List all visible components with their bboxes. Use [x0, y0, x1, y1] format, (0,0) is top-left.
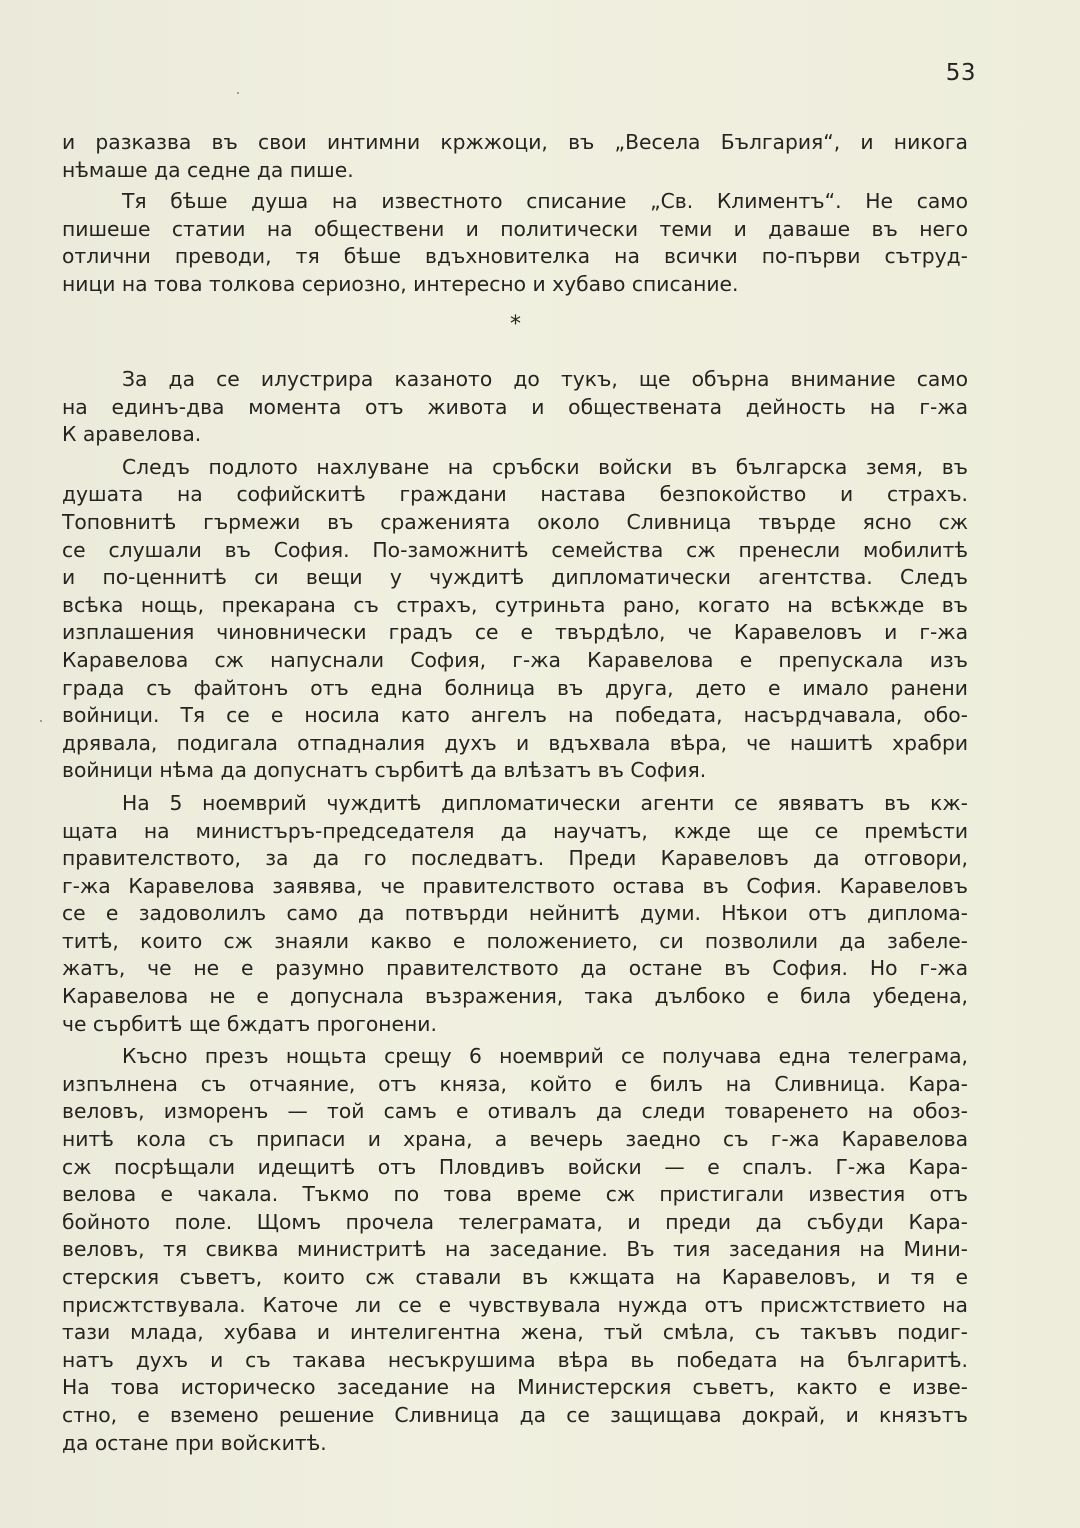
- text-line: Късно презъ нощьта срещу 6 ноемврий се получава една телеграма,: [122, 1044, 968, 1069]
- text-line: се слушали въ София. По-заможнитѣ семейства сж пренесли мобилитѣ: [62, 537, 968, 562]
- text-line: На това историческо заседание на Министерския съветъ, както е изве-: [62, 1375, 968, 1400]
- text-line: и разказва въ свои интимни кржжоци, въ „Весела България“, и никога: [62, 130, 968, 154]
- text-line: велова е чакала. Тъкмо по това време сж пристигали известия отъ: [62, 1182, 968, 1207]
- text-line: натъ духъ и съ такава несъкрушима вѣра вь победата на българитѣ.: [62, 1347, 968, 1372]
- text-block-lower: [62, 366, 968, 1457]
- text-line: Топовнитѣ гърмежи въ сраженията около Сливница твърде ясно сж: [62, 509, 968, 534]
- text-line: тази млада, хубава и интелигентна жена, тъй смѣла, съ такъвъ подиг-: [62, 1320, 968, 1345]
- text-line: бойното поле. Щомъ прочела телеграмата, и преди да събуди Кара-: [62, 1209, 968, 1234]
- text-line: жатъ, че не е разумно правителството да остане въ София. Но г-жа: [62, 956, 968, 981]
- text-line: За да се илустрира казаното до тукъ, ще обърна внимание само: [122, 367, 968, 391]
- text-line: нитѣ кола съ припаси и храна, а вечерь заедно съ г-жа Каравелова: [62, 1127, 968, 1152]
- text-line: стно, е вземено решение Сливница да се защищава докрай, и князътъ: [62, 1402, 968, 1427]
- paragraph-3: [62, 366, 968, 449]
- text-line: дрявала, подигала отпадналия духъ и вдъхвала вѣра, че нашитѣ храбри: [62, 730, 968, 755]
- text-line: пишеше статии на обществени и политически теми и даваше въ него: [62, 216, 968, 241]
- text-line: войници нѣма да допуснатъ сърбитѣ да влѣзатъ въ София.: [62, 758, 707, 783]
- text-line: правителството, за да го последватъ. Преди Каравеловъ да отговори,: [62, 846, 968, 871]
- paragraph-2: [62, 188, 968, 298]
- text-line: сж посрѣщали идещитѣ отъ Пловдивъ войски — е спалъ. Г-жа Кара-: [62, 1154, 968, 1179]
- text-line: Тя бѣше душа на известното списание „Св. Климентъ“. Не само: [122, 189, 968, 214]
- paper-speck: [40, 720, 42, 722]
- text-line: стерския съветъ, които сж ставали въ кжщата на Каравеловъ, и тя е: [62, 1265, 968, 1289]
- text-line: и по-ценнитѣ си вещи у чуждитѣ дипломатически агентства. Следъ: [62, 565, 968, 590]
- text-line: веловъ, тя свиква министритѣ на заседание. Въ тия заседания на Мини-: [62, 1237, 968, 1262]
- text-line: изпълнена съ отчаяние, отъ княза, който е билъ на Сливница. Кара-: [62, 1071, 968, 1096]
- text-line: Каравелова сж напуснали София, г-жа Каравелова е препускала изъ: [62, 647, 968, 672]
- text-line: ници на това толкова сериозно, интересно и хубаво списание.: [62, 271, 739, 296]
- paragraph-4: [62, 454, 968, 785]
- text-line: душата на софийскитѣ граждани настава безпокойство и страхъ.: [62, 482, 968, 507]
- text-line: нѣмаше да седне да пише.: [62, 157, 354, 182]
- text-line: на единъ-два момента отъ живота и обществената дейность на г-жа: [62, 394, 968, 419]
- paragraph-6: [62, 1043, 968, 1457]
- text-block-upper: [62, 129, 968, 299]
- section-separator: *: [510, 312, 521, 337]
- text-line: На 5 ноемврий чуждитѣ дипломатически агенти се явяватъ въ кж-: [122, 790, 968, 815]
- text-line: Каравелова не е допуснала възражения, така дълбоко е била убедена,: [62, 984, 968, 1009]
- paragraph-5: [62, 790, 968, 1038]
- text-line: че сърбитѣ ще бждатъ прогонени.: [62, 1011, 437, 1036]
- text-line: К аравелова.: [62, 422, 202, 447]
- text-line: веловъ, изморенъ — той самъ е отивалъ да следи товаренето на обоз-: [62, 1099, 968, 1124]
- text-line: се е задоволилъ само да потвърди нейнитѣ думи. Нѣкои отъ диплома-: [62, 901, 968, 926]
- text-line: отлични преводи, тя бѣше вдъхновителка на всички по-първи сътруд-: [62, 244, 968, 269]
- paper-speck: [237, 92, 239, 94]
- text-line: всѣка нощь, прекарана съ страхъ, сутриньта рано, когато на всѣкжде въ: [62, 592, 968, 617]
- paragraph-1: [62, 129, 968, 184]
- text-line: Следъ подлото нахлуване на сръбски войски въ българска земя, въ: [122, 454, 968, 479]
- text-line: присжтствувала. Каточе ли се е чувствувала нужда отъ присжтствието на: [62, 1292, 968, 1317]
- text-line: града съ файтонъ отъ една болница въ друга, дето е имало ранени: [62, 675, 968, 700]
- text-line: изплашения чиновнически градъ се е твърдѣло, че Каравеловъ и г-жа: [62, 620, 968, 645]
- text-line: щата на министъръ-председателя да научатъ, кжде ще се премѣсти: [62, 818, 968, 843]
- text-line: г-жа Каравелова заявява, че правителството остава въ София. Каравеловъ: [62, 873, 968, 898]
- text-line: войници. Тя се е носила като ангелъ на победата, насърдчавала, обо-: [62, 703, 968, 728]
- page-number: 53: [945, 60, 976, 86]
- text-line: титѣ, които сж знаяли какво е положението, си позволили да забеле-: [62, 928, 968, 953]
- text-line: да остане при войскитѣ.: [62, 1430, 327, 1455]
